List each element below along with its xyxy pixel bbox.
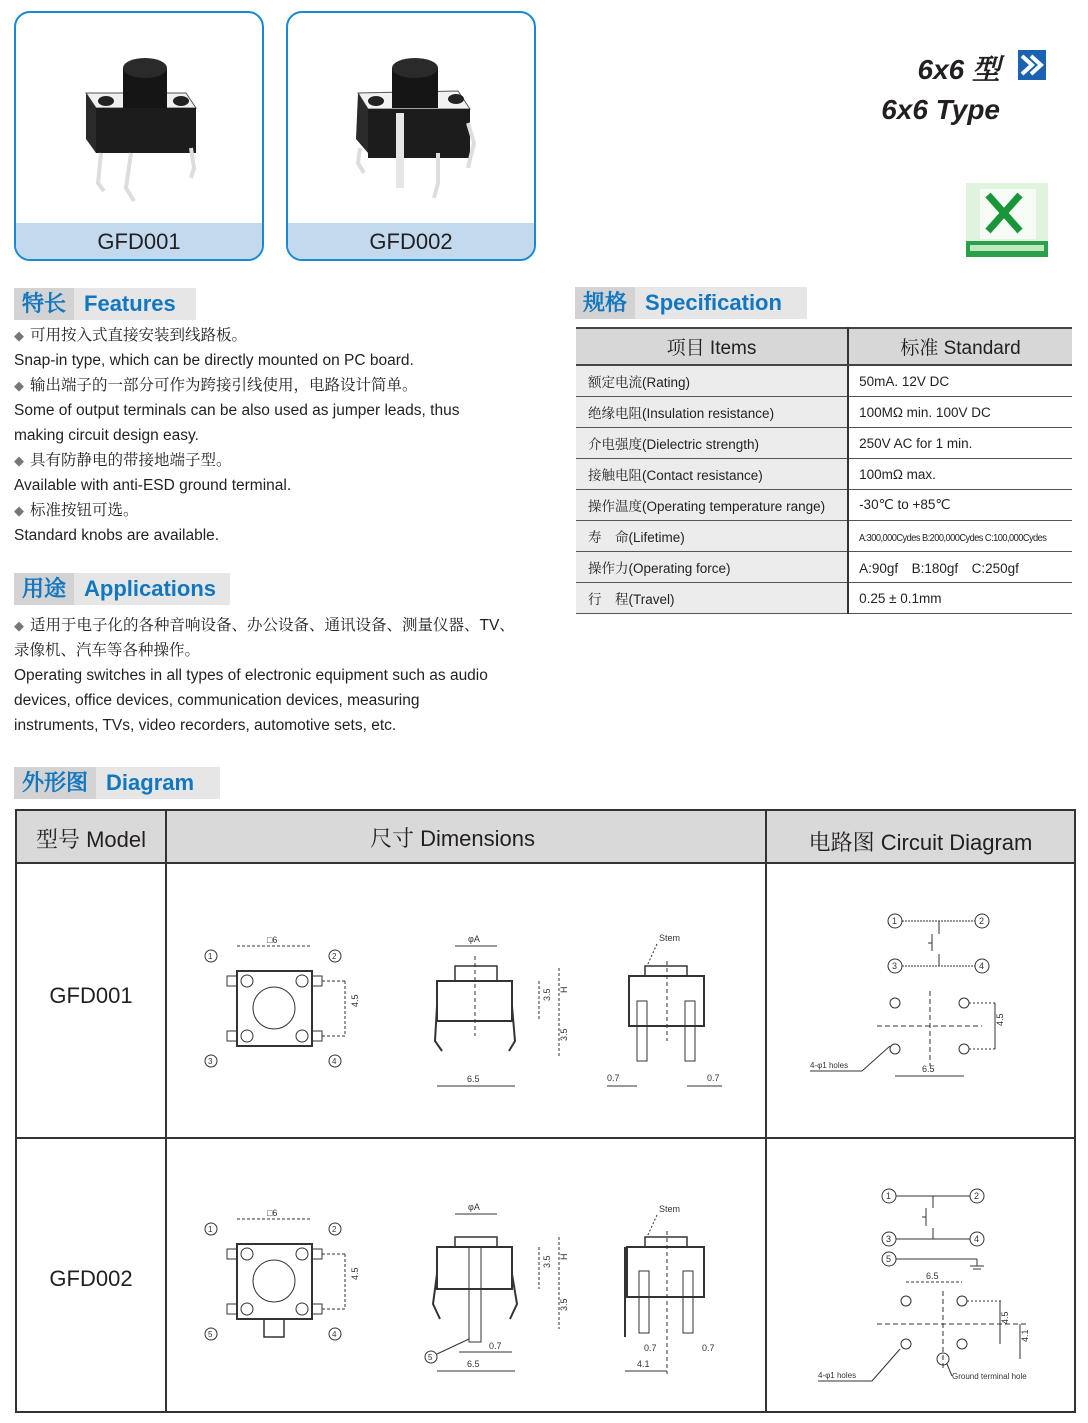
product-photo-gfd002 bbox=[288, 13, 534, 223]
features-section-header bbox=[14, 288, 196, 320]
svg-text:0.7: 0.7 bbox=[607, 1073, 620, 1083]
svg-text:4.1: 4.1 bbox=[637, 1359, 650, 1369]
specification-title-cn: 规格 bbox=[575, 287, 635, 319]
feature-item-en: Standard knobs are available. bbox=[14, 527, 220, 544]
svg-text:4: 4 bbox=[332, 1057, 337, 1066]
svg-text:4-φ1 holes: 4-φ1 holes bbox=[818, 1371, 857, 1380]
svg-text:6.5: 6.5 bbox=[922, 1064, 935, 1074]
svg-text:φA: φA bbox=[468, 934, 480, 944]
spec-row: 接触电阻(Contact resistance) 100mΩ max. bbox=[576, 459, 1072, 490]
product-label: GFD001 bbox=[16, 223, 262, 259]
svg-text:2: 2 bbox=[974, 1191, 980, 1201]
svg-text:4.5: 4.5 bbox=[350, 1267, 360, 1280]
diagram-title-en: Diagram bbox=[106, 770, 195, 795]
svg-text:3: 3 bbox=[208, 1057, 213, 1066]
svg-text:4.5: 4.5 bbox=[1000, 1311, 1010, 1324]
svg-text:0.7: 0.7 bbox=[702, 1343, 715, 1353]
svg-text:3.5: 3.5 bbox=[559, 1028, 569, 1041]
feature-item-cn: ◆ 输出端子的一部分可作为跨接引线使用，电路设计简单。 bbox=[14, 377, 418, 394]
dim-45-label: 4.5 bbox=[350, 994, 360, 1007]
svg-text:H: H bbox=[559, 986, 569, 993]
diamond-bullet-icon: ◆ bbox=[14, 328, 24, 343]
svg-text:4: 4 bbox=[979, 961, 985, 971]
applications-text: ◆ 适用于电子化的各种音响设备、办公设备、通讯设备、测量仪器、TV、 录像机、汽车等各种操作。 Operating switches in all types of electronic equipment such as audio devices, office devices, communication devices, measuring instruments, TVs, video recorders, automotive sets, etc. bbox=[14, 617, 515, 734]
svg-text:Stem: Stem bbox=[659, 1204, 681, 1214]
diagram-model-gfd001: GFD001 bbox=[49, 983, 133, 1008]
feature-item-cn: ◆ 标准按钮可选。 bbox=[14, 502, 139, 519]
spec-row: 行 程(Travel) 0.25 ± 0.1mm bbox=[576, 583, 1072, 614]
diagram-title-cn: 外形图 bbox=[14, 767, 96, 799]
svg-text:3.5: 3.5 bbox=[542, 1255, 552, 1268]
applications-title-en: Applications bbox=[84, 576, 217, 601]
svg-text:H: H bbox=[559, 1253, 569, 1260]
svg-text:□6: □6 bbox=[267, 1208, 278, 1218]
spec-row: 额定电流(Rating) 50mA. 12V DC bbox=[576, 365, 1072, 397]
svg-text:4.5: 4.5 bbox=[995, 1013, 1005, 1026]
feature-item-cn: ◆ 可用按入式直接安装到线路板。 bbox=[14, 327, 248, 344]
svg-text:0.7: 0.7 bbox=[644, 1343, 657, 1353]
circuit-diagram-gfd002 bbox=[792, 1176, 1072, 1391]
specification-title-en: Specification bbox=[645, 290, 782, 315]
svg-text:2: 2 bbox=[332, 952, 337, 961]
diamond-bullet-icon: ◆ bbox=[14, 378, 24, 393]
stem-label: Stem bbox=[659, 933, 681, 943]
features-title-en: Features bbox=[84, 291, 176, 316]
diamond-bullet-icon: ◆ bbox=[14, 453, 24, 468]
feature-item-en: Some of output terminals can be also used as jumper leads, thus bbox=[14, 402, 460, 419]
product-label: GFD002 bbox=[288, 223, 534, 259]
svg-text:5: 5 bbox=[886, 1254, 892, 1264]
svg-text:3.5: 3.5 bbox=[542, 988, 552, 1001]
svg-text:1: 1 bbox=[886, 1191, 892, 1201]
diagram-section-header bbox=[14, 767, 220, 799]
diagram-col-dimensions: 尺寸 Dimensions bbox=[369, 826, 536, 851]
double-chevron-right-icon bbox=[1018, 50, 1046, 80]
product-photo-gfd001 bbox=[16, 13, 262, 223]
spec-row: 寿 命(Lifetime) A:300,000Cydes B:200,000Cydes C:100,000Cydes bbox=[576, 521, 1072, 552]
svg-text:4: 4 bbox=[332, 1330, 337, 1339]
feature-item-en: making circuit design easy. bbox=[14, 427, 199, 444]
dimension-drawing-gfd002 bbox=[197, 1189, 737, 1389]
spec-header-row bbox=[576, 328, 1072, 365]
dimension-drawing-gfd001 bbox=[197, 916, 737, 1101]
svg-text:1: 1 bbox=[208, 1225, 213, 1234]
svg-text:0.7: 0.7 bbox=[707, 1073, 720, 1083]
holes-label: 4-φ1 holes bbox=[810, 1061, 849, 1070]
svg-text:1: 1 bbox=[208, 952, 213, 961]
spec-row: 绝缘电阻(Insulation resistance) 100MΩ min. 100V DC bbox=[576, 397, 1072, 428]
spec-col-standard: 标准 Standard bbox=[848, 328, 1072, 365]
svg-text:3: 3 bbox=[886, 1234, 892, 1244]
feature-item-en: Snap-in type, which can be directly mounted on PC board. bbox=[14, 352, 414, 369]
diagram-table bbox=[15, 809, 1076, 1413]
feature-item-cn: ◆ 具有防静电的带接地端子型。 bbox=[14, 452, 232, 469]
page-title-cn: 6x6 型 bbox=[917, 54, 1000, 85]
svg-text:6.5: 6.5 bbox=[926, 1271, 939, 1281]
product-card-gfd001 bbox=[14, 11, 264, 261]
feature-item-en: Available with anti-ESD ground terminal. bbox=[14, 477, 292, 494]
diagram-col-circuit: 电路图 Circuit Diagram bbox=[808, 830, 1033, 855]
svg-text:6.5: 6.5 bbox=[467, 1359, 480, 1369]
circuit-diagram-gfd001 bbox=[792, 906, 1032, 1096]
specification-table bbox=[576, 327, 1072, 614]
svg-text:1: 1 bbox=[892, 916, 898, 926]
spec-col-items: 项目 Items bbox=[576, 328, 848, 365]
dim-6-label: □6 bbox=[267, 935, 278, 945]
svg-text:2: 2 bbox=[979, 916, 985, 926]
svg-text:5: 5 bbox=[208, 1330, 213, 1339]
rohs-compliance-icon bbox=[966, 183, 1048, 257]
svg-text:φA: φA bbox=[468, 1202, 480, 1212]
spec-row: 操作力(Operating force) A:90gf B:180gf C:250gf bbox=[576, 552, 1072, 583]
features-list bbox=[14, 323, 544, 548]
svg-text:3.5: 3.5 bbox=[559, 1298, 569, 1311]
page-title-en: 6x6 Type bbox=[881, 94, 1000, 125]
applications-section-header bbox=[14, 573, 230, 605]
ground-hole-label: Ground terminal hole bbox=[952, 1372, 1027, 1381]
diagram-col-model: 型号 Model bbox=[35, 827, 147, 852]
applications-title-cn: 用途 bbox=[14, 573, 74, 605]
features-title-cn: 特长 bbox=[14, 288, 74, 320]
svg-text:3: 3 bbox=[892, 961, 898, 971]
svg-text:4.1: 4.1 bbox=[1020, 1329, 1030, 1342]
diamond-bullet-icon: ◆ bbox=[14, 618, 24, 633]
specification-section-header bbox=[575, 287, 807, 319]
diamond-bullet-icon: ◆ bbox=[14, 503, 24, 518]
spec-row: 介电强度(Dielectric strength) 250V AC for 1 min. bbox=[576, 428, 1072, 459]
spec-row: 操作温度(Operating temperature range) -30℃ to +85℃ bbox=[576, 490, 1072, 521]
svg-text:4: 4 bbox=[974, 1234, 980, 1244]
product-card-gfd002 bbox=[286, 11, 536, 261]
diagram-model-gfd002: GFD002 bbox=[49, 1266, 133, 1291]
svg-text:0.7: 0.7 bbox=[489, 1341, 502, 1351]
svg-text:6.5: 6.5 bbox=[467, 1074, 480, 1084]
svg-text:2: 2 bbox=[332, 1225, 337, 1234]
svg-text:5: 5 bbox=[428, 1353, 433, 1362]
